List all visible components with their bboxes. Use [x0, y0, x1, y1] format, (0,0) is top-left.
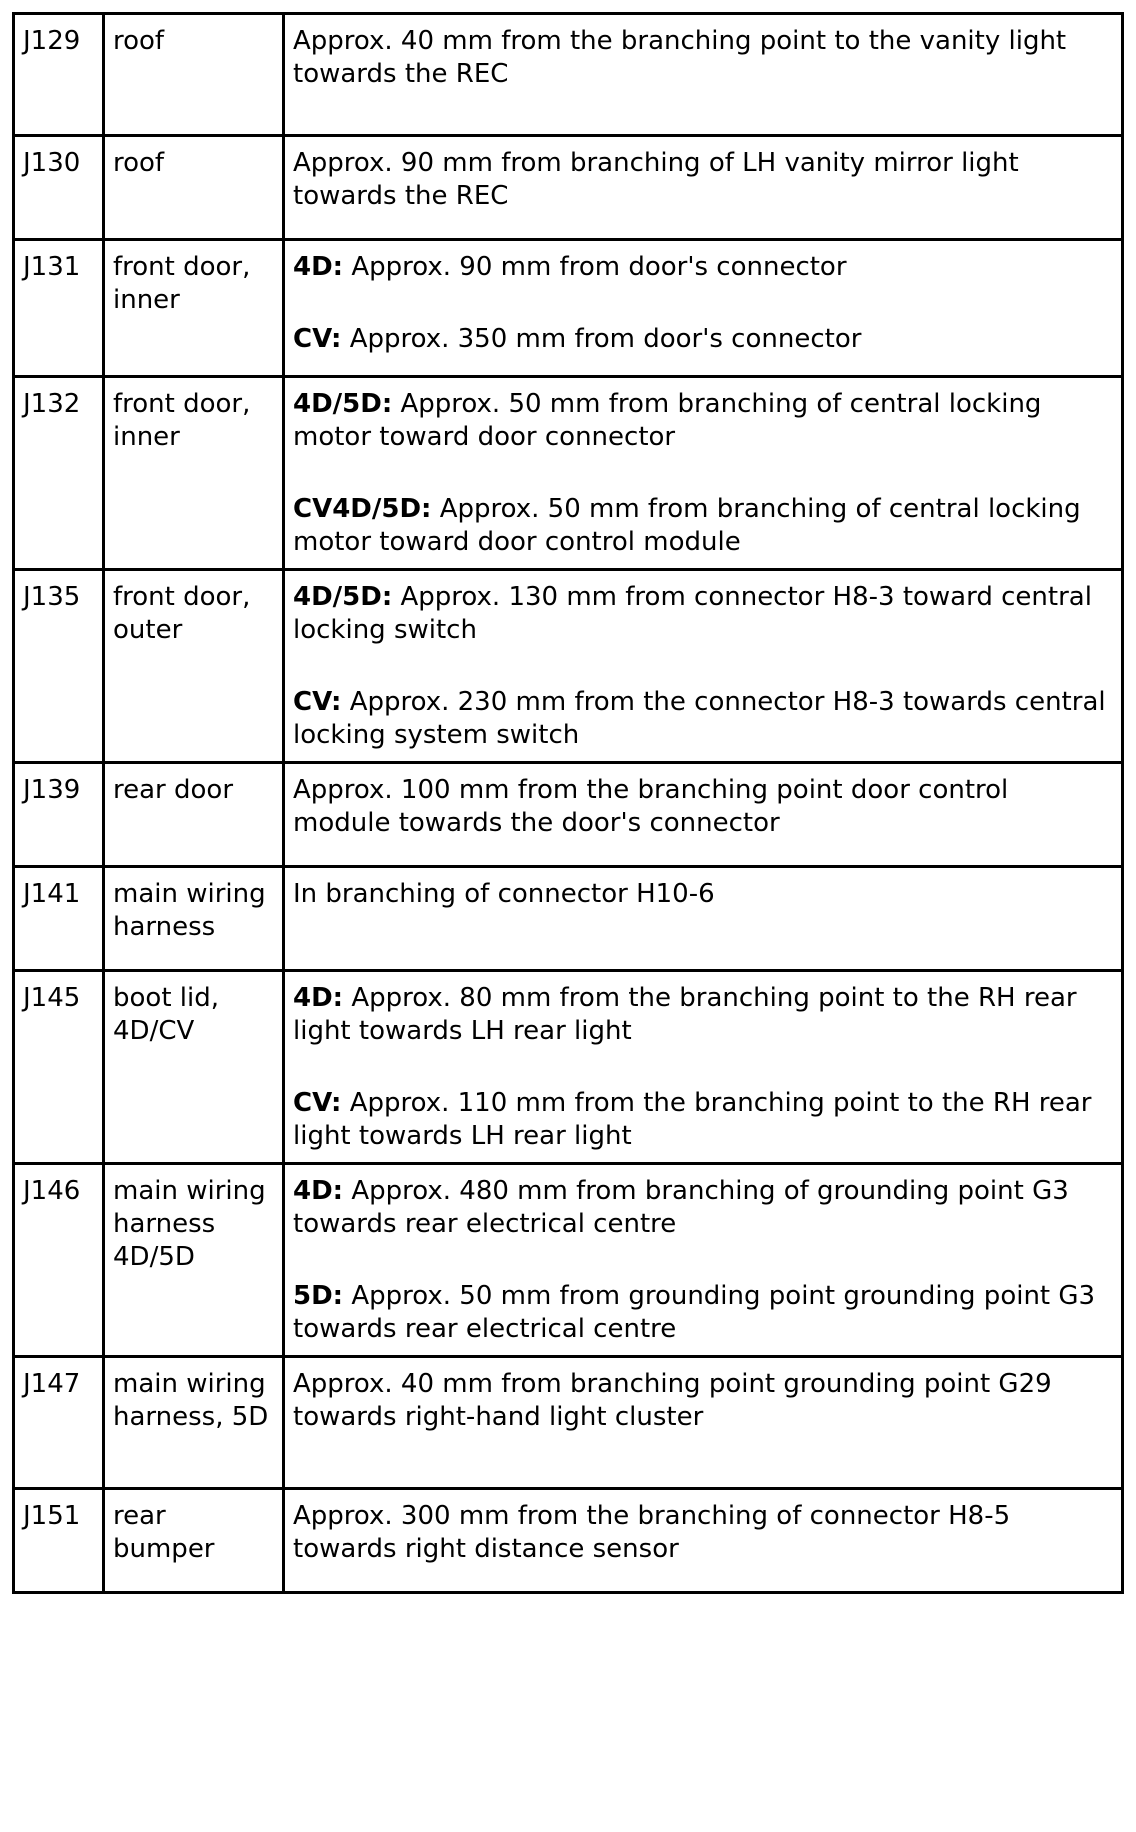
description-paragraph — [293, 1500, 1112, 1566]
location-cell: main wiring harness — [104, 867, 284, 971]
description-text: Approx. 50 mm from branching of central locking motor toward door control module — [293, 494, 1081, 557]
description-paragraph — [293, 581, 1112, 647]
variant-prefix: CV: — [293, 324, 342, 354]
table-row — [14, 1357, 1123, 1489]
description-text: Approx. 40 mm from the branching point to the vanity light towards the REC — [293, 26, 1067, 89]
variant-prefix: CV4D/5D: — [293, 494, 432, 524]
variant-prefix: CV: — [293, 687, 342, 717]
table-row — [14, 971, 1123, 1164]
description-text: Approx. 90 mm from door's connector — [351, 252, 847, 282]
location-cell: front door, outer — [104, 570, 284, 763]
location-cell: main wiring harness 4D/5D — [104, 1164, 284, 1357]
description-paragraph — [293, 388, 1112, 454]
junction-id-cell: J151 — [14, 1489, 104, 1593]
table-row — [14, 1489, 1123, 1593]
description-cell — [284, 763, 1123, 867]
junction-id-cell: J147 — [14, 1357, 104, 1489]
description-cell — [284, 136, 1123, 240]
table-row — [14, 14, 1123, 136]
description-cell — [284, 570, 1123, 763]
description-text: Approx. 50 mm from branching of central locking motor toward door connector — [293, 389, 1042, 452]
variant-prefix: CV: — [293, 1088, 342, 1118]
description-text: In branching of connector H10-6 — [293, 879, 715, 909]
variant-prefix: 4D/5D: — [293, 389, 393, 419]
description-paragraph — [293, 1175, 1112, 1241]
description-paragraph — [293, 493, 1112, 559]
variant-prefix: 5D: — [293, 1281, 344, 1311]
junction-id-cell: J131 — [14, 240, 104, 377]
junction-id-cell: J139 — [14, 763, 104, 867]
junction-id-cell: J132 — [14, 377, 104, 570]
description-paragraph — [293, 982, 1112, 1048]
location-cell: front door, inner — [104, 240, 284, 377]
variant-prefix: 4D/5D: — [293, 582, 393, 612]
location-cell: front door, inner — [104, 377, 284, 570]
junction-id-cell: J141 — [14, 867, 104, 971]
description-cell — [284, 1164, 1123, 1357]
description-cell — [284, 1357, 1123, 1489]
description-text: Approx. 50 mm from grounding point grounding point G3 towards rear electrical centre — [293, 1281, 1096, 1344]
description-paragraph — [293, 323, 1112, 356]
table-row — [14, 377, 1123, 570]
description-paragraph — [293, 251, 1112, 284]
variant-prefix: 4D: — [293, 252, 344, 282]
description-cell — [284, 240, 1123, 377]
table-row — [14, 136, 1123, 240]
description-text: Approx. 90 mm from branching of LH vanity mirror light towards the REC — [293, 148, 1019, 211]
junction-table — [12, 12, 1124, 1594]
description-text: Approx. 40 mm from branching point grounding point G29 towards right-hand light cluster — [293, 1369, 1052, 1432]
junction-id-cell: J135 — [14, 570, 104, 763]
junction-id-cell: J129 — [14, 14, 104, 136]
description-cell — [284, 971, 1123, 1164]
table-row — [14, 1164, 1123, 1357]
description-text: Approx. 130 mm from connector H8-3 toward central locking switch — [293, 582, 1092, 645]
location-cell: rear bumper — [104, 1489, 284, 1593]
description-cell — [284, 14, 1123, 136]
description-paragraph — [293, 25, 1112, 91]
description-text: Approx. 110 mm from the branching point to the RH rear light towards LH rear light — [293, 1088, 1092, 1151]
description-text: Approx. 480 mm from branching of grounding point G3 towards rear electrical centre — [293, 1176, 1069, 1239]
description-paragraph — [293, 686, 1112, 752]
description-paragraph — [293, 774, 1112, 840]
variant-prefix: 4D: — [293, 983, 344, 1013]
description-paragraph — [293, 1368, 1112, 1434]
description-paragraph — [293, 1087, 1112, 1153]
description-text: Approx. 300 mm from the branching of connector H8-5 towards right distance sensor — [293, 1501, 1011, 1564]
location-cell: roof — [104, 14, 284, 136]
junction-table-body — [14, 14, 1123, 1593]
description-cell — [284, 377, 1123, 570]
table-row — [14, 570, 1123, 763]
location-cell: roof — [104, 136, 284, 240]
description-paragraph — [293, 1280, 1112, 1346]
description-text: Approx. 80 mm from the branching point to the RH rear light towards LH rear light — [293, 983, 1077, 1046]
junction-id-cell: J146 — [14, 1164, 104, 1357]
description-paragraph — [293, 147, 1112, 213]
junction-id-cell: J130 — [14, 136, 104, 240]
variant-prefix: 4D: — [293, 1176, 344, 1206]
description-cell — [284, 867, 1123, 971]
table-row — [14, 867, 1123, 971]
location-cell: main wiring harness, 5D — [104, 1357, 284, 1489]
location-cell: rear door — [104, 763, 284, 867]
description-paragraph — [293, 878, 1112, 911]
junction-id-cell: J145 — [14, 971, 104, 1164]
table-row — [14, 240, 1123, 377]
location-cell: boot lid, 4D/CV — [104, 971, 284, 1164]
table-row — [14, 763, 1123, 867]
description-text: Approx. 100 mm from the branching point door control module towards the door's connector — [293, 775, 1009, 838]
description-text: Approx. 350 mm from door's connector — [349, 324, 862, 354]
description-cell — [284, 1489, 1123, 1593]
description-text: Approx. 230 mm from the connector H8-3 towards central locking system switch — [293, 687, 1106, 750]
